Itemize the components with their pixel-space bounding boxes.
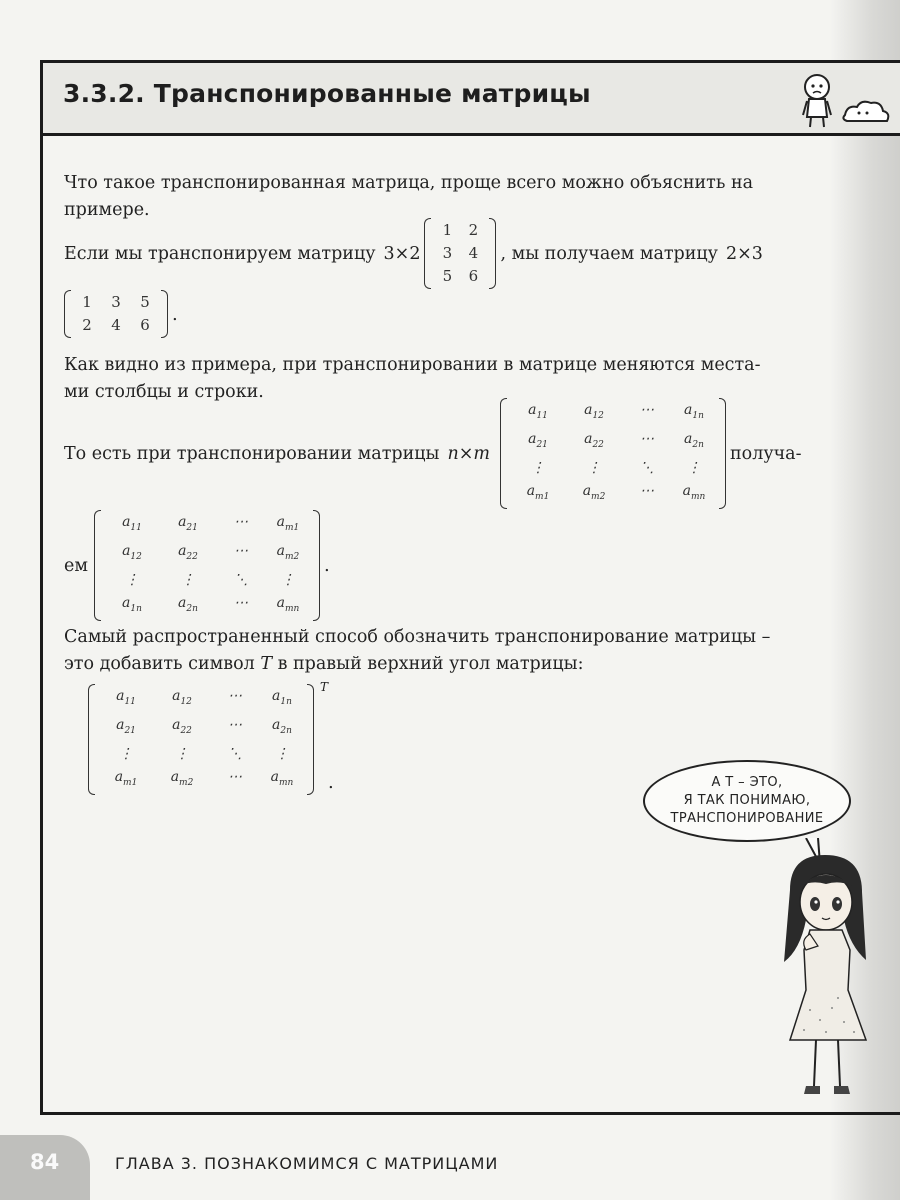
matrix-cell: ⋯ xyxy=(233,514,248,530)
p3-line1: Как видно из примера, при транспонировании в матрице меняются места- xyxy=(64,355,761,375)
p6-symbol: T xyxy=(260,654,272,674)
matrix-cell: $a_{m1}$ xyxy=(114,768,138,788)
matrix-cell: $a_{m2}$ xyxy=(582,482,606,502)
matrix-cell: 1 xyxy=(82,293,92,311)
p2-dims2: 2×3 xyxy=(725,243,763,264)
matrix-cell: $a_{m2}$ xyxy=(276,542,300,562)
p6-line2-after: в правый верхний угол матрицы: xyxy=(277,654,584,674)
bubble-line-3: ТРАНСПОНИРОВАНИЕ xyxy=(670,811,824,826)
matrix-cell: ⋯ xyxy=(228,768,242,785)
matrix-cell: $a_{mn}$ xyxy=(682,482,706,502)
matrix-cell: 3 xyxy=(442,244,453,262)
matrix-cell: $a_{11}$ xyxy=(528,402,548,421)
matrix-a-nm xyxy=(500,398,726,509)
matrix-cell: $a_{mn}$ xyxy=(276,594,300,614)
matrix-cell: $a_{m1}$ xyxy=(526,482,550,502)
p2-dims: 3×2 xyxy=(383,243,421,264)
matrix-cell: ⋮ xyxy=(531,459,545,476)
p3-line2: ми столбцы и строки. xyxy=(64,382,264,402)
matrix-cell: $a_{12}$ xyxy=(584,402,604,421)
matrix-2x3-line xyxy=(64,290,178,338)
matrix-cell: 5 xyxy=(442,267,453,285)
girl-character-illustration xyxy=(770,850,880,1100)
matrix-cell: 2 xyxy=(82,316,92,334)
matrix-cell: $a_{21}$ xyxy=(116,716,136,736)
section-heading: 3.3.2. Транспонированные матрицы xyxy=(63,79,591,108)
matrix-cell: ⋱ xyxy=(640,459,654,476)
matrix-cell: $a_{12}$ xyxy=(122,542,142,562)
matrix-cell: 3 xyxy=(111,293,121,311)
matrix-cell: $a_{1n}$ xyxy=(684,402,704,421)
p6-line2-before: это добавить символ xyxy=(64,654,255,674)
matrix-cell: $a_{1n}$ xyxy=(122,594,142,614)
matrix-cell: 5 xyxy=(140,293,150,311)
paragraph-4 xyxy=(64,398,802,509)
matrix-cell: ⋯ xyxy=(233,542,248,559)
matrix-cell: $a_{mn}$ xyxy=(270,768,294,788)
matrix-cell: ⋯ xyxy=(228,688,242,704)
matrix-cell: 4 xyxy=(468,244,479,262)
matrix-a-mn xyxy=(94,510,320,621)
p2-before: Если мы транспонируем матрицу xyxy=(64,243,376,264)
p1-line1: Что такое транспонированная матрица, проще всего можно объяснить на xyxy=(64,173,754,193)
matrix-2x3 xyxy=(64,290,168,338)
matrix-cell: 1 xyxy=(442,221,453,239)
matrix-cell: 4 xyxy=(111,316,121,334)
bubble-line-2: Я ТАК ПОНИМАЮ, xyxy=(683,793,811,808)
matrix-cell: $a_{21}$ xyxy=(178,514,198,533)
p6-line1: Самый распространенный способ обозначить транспонирование матрицы – xyxy=(64,627,771,647)
matrix-cell: ⋮ xyxy=(687,459,701,476)
paragraph-5 xyxy=(64,510,330,621)
matrix-cell: $a_{22}$ xyxy=(172,716,192,736)
matrix-cell: 2 xyxy=(468,221,479,239)
period-2: . xyxy=(323,555,330,577)
matrix-cell: ⋱ xyxy=(228,745,242,762)
matrix-cell: $a_{22}$ xyxy=(178,542,198,562)
matrix-a-nm-repeat xyxy=(88,684,314,795)
matrix-cell: $a_{2n}$ xyxy=(684,430,704,450)
matrix-cell: ⋯ xyxy=(233,594,248,611)
paragraph-2 xyxy=(64,218,763,289)
matrix-cell: $a_{12}$ xyxy=(172,688,192,707)
matrix-cell: $a_{1n}$ xyxy=(272,688,292,707)
paragraph-1 xyxy=(64,170,753,224)
p4-dims: n×m xyxy=(447,443,490,464)
matrix-cell: $a_{m2}$ xyxy=(170,768,194,788)
matrix-cell: ⋯ xyxy=(640,482,654,499)
worried-person-icon xyxy=(795,71,895,129)
period-3: . xyxy=(328,772,334,794)
matrix-cell: $a_{11}$ xyxy=(122,514,142,533)
matrix-cell: 6 xyxy=(140,316,150,334)
heading-bar xyxy=(43,63,900,136)
period: . xyxy=(172,303,178,325)
matrix-cell: ⋯ xyxy=(640,430,654,447)
p2-middle: , мы получаем матрицу xyxy=(500,243,718,264)
matrix-cell: ⋮ xyxy=(180,571,195,588)
matrix-cell: $a_{22}$ xyxy=(584,430,604,450)
matrix-cell: ⋮ xyxy=(175,745,189,762)
matrix-transposed-notation xyxy=(88,680,334,795)
matrix-cell: 6 xyxy=(468,267,479,285)
speech-bubble xyxy=(643,760,851,842)
bubble-line-1: А T – ЭТО, xyxy=(711,775,783,790)
p5-before: ем xyxy=(64,555,88,576)
page-number: 84 xyxy=(30,1150,60,1174)
matrix-cell: ⋮ xyxy=(587,459,601,476)
matrix-cell: ⋮ xyxy=(119,745,133,762)
matrix-cell: ⋮ xyxy=(124,571,139,588)
chapter-title: ГЛАВА 3. ПОЗНАКОМИМСЯ С МАТРИЦАМИ xyxy=(115,1154,499,1173)
matrix-cell: $a_{2n}$ xyxy=(272,716,292,736)
p4-before: То есть при транспонировании матрицы xyxy=(64,443,440,464)
matrix-cell: ⋱ xyxy=(233,571,248,588)
matrix-cell: $a_{2n}$ xyxy=(178,594,198,614)
paragraph-6 xyxy=(64,624,770,678)
p1-line2: примере. xyxy=(64,200,150,220)
matrix-cell: ⋮ xyxy=(275,745,289,762)
matrix-cell: $a_{21}$ xyxy=(528,430,548,450)
transpose-superscript: T xyxy=(320,680,329,694)
matrix-cell: $a_{11}$ xyxy=(116,688,136,707)
matrix-cell: ⋯ xyxy=(640,402,654,418)
matrix-cell: ⋮ xyxy=(280,571,295,588)
matrix-3x2 xyxy=(424,218,496,289)
matrix-cell: $a_{m1}$ xyxy=(276,514,300,533)
matrix-cell: ⋯ xyxy=(228,716,242,733)
p4-after: получа- xyxy=(730,443,802,464)
